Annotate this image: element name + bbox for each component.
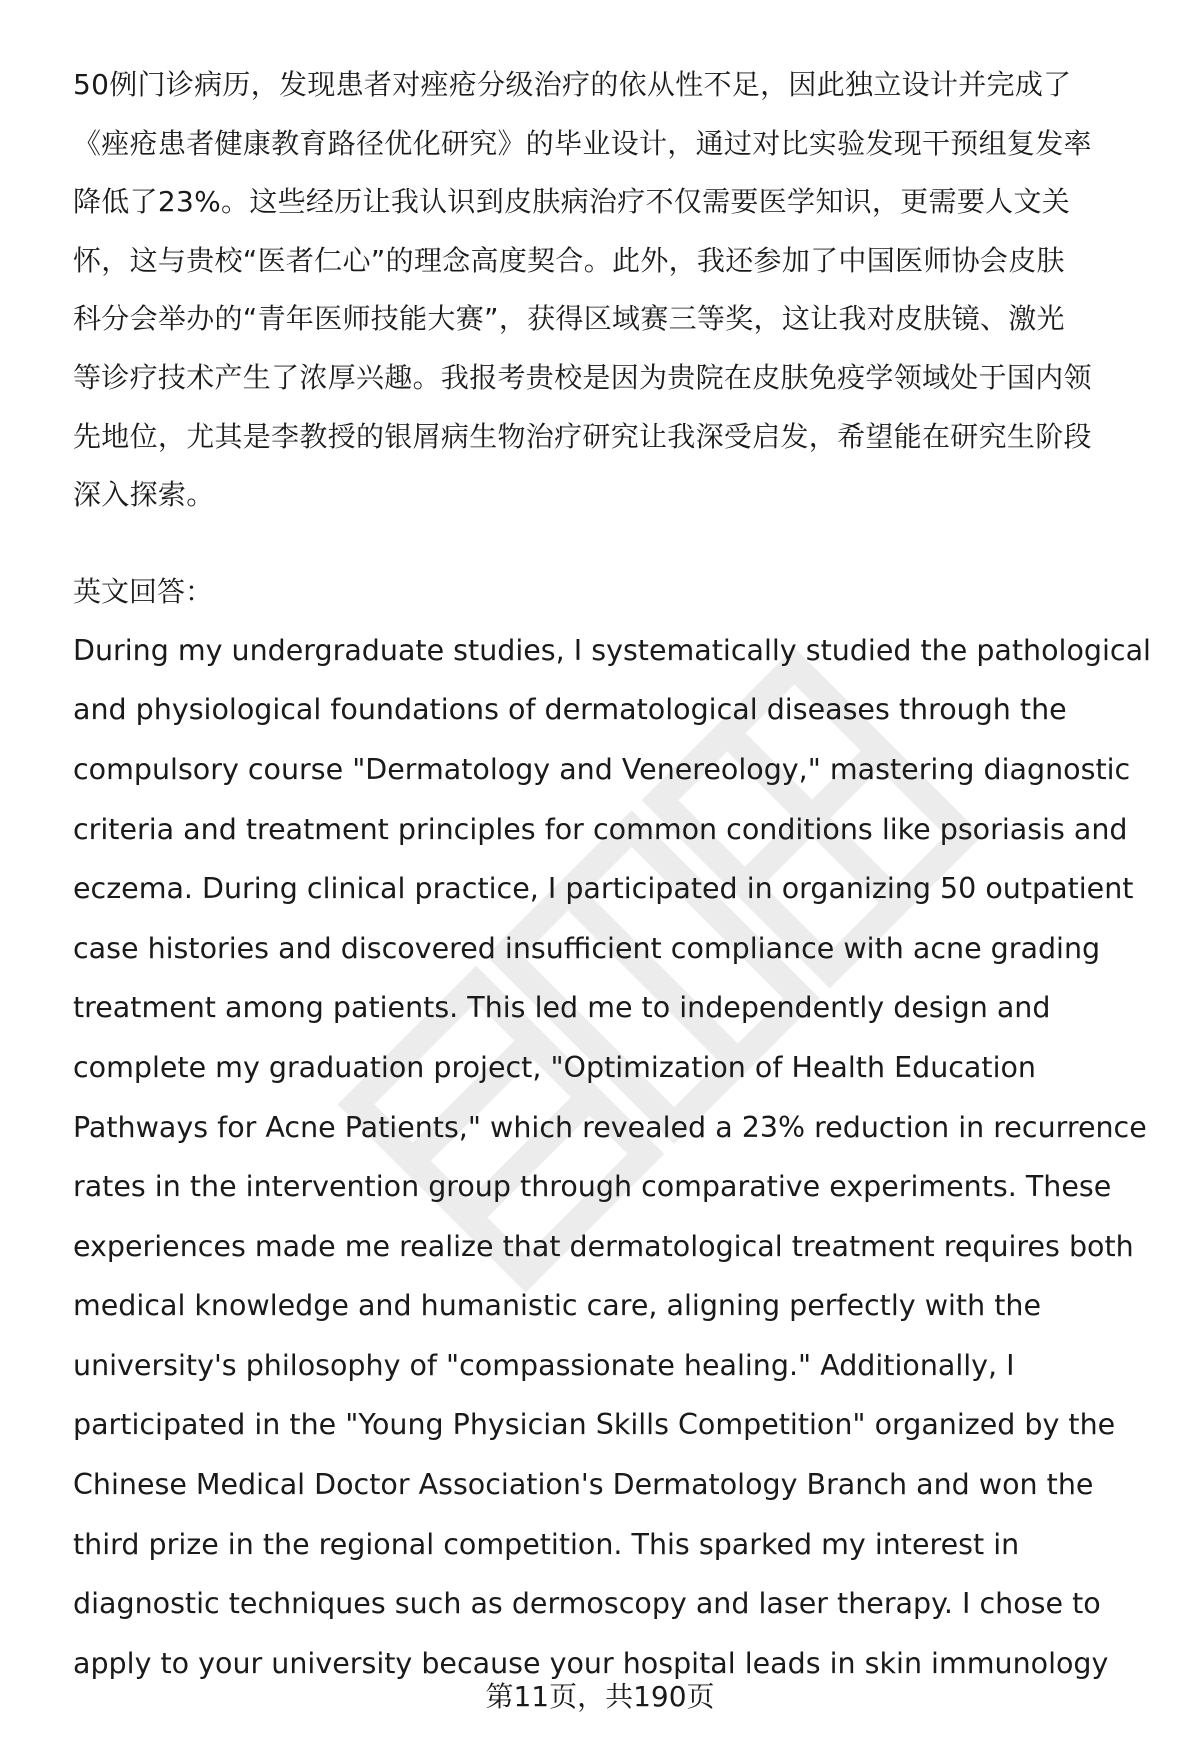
chinese-line: 怀，这与贵校“医者仁心”的理念高度契合。此外，我还参加了中国医师协会皮肤 [73, 243, 1065, 277]
english-line: case histories and discovered insufficient compliance with acne grading [73, 931, 1101, 965]
english-line: Chinese Medical Doctor Association's Dermatology Branch and won the [73, 1468, 1094, 1502]
english-line: participated in the "Young Physician Skills Competition" organized by the [73, 1408, 1116, 1442]
english-line: criteria and treatment principles for common conditions like psoriasis and [73, 812, 1128, 846]
english-line: university's philosophy of "compassionate healing." Additionally, I [73, 1348, 1015, 1382]
page-number-footer: 第11页，共190页 [485, 1680, 715, 1713]
chinese-line: 50例门诊病历，发现患者对痤疮分级治疗的依从性不足，因此独立设计并完成了 [73, 68, 1072, 101]
english-line: compulsory course "Dermatology and Venereology," mastering diagnostic [73, 752, 1131, 786]
english-line: experiences made me realize that dermatological treatment requires both [73, 1229, 1134, 1263]
chinese-line: 先地位，尤其是李教授的银屑病生物治疗研究让我深受启发，希望能在研究生阶段 [73, 419, 1092, 453]
english-paragraph [73, 621, 1153, 1694]
chinese-line: 深入探索。 [73, 478, 215, 512]
english-answer-label: 英文回答： [73, 574, 214, 608]
chinese-line: 降低了23%。这些经历让我认识到皮肤病治疗不仅需要医学知识，更需要人文关 [73, 185, 1071, 219]
english-line: eczema. During clinical practice, I participated in organizing 50 outpatient [73, 872, 1134, 906]
chinese-line: 科分会举办的“青年医师技能大赛”，获得区域赛三等奖，这让我对皮肤镜、激光 [73, 302, 1065, 336]
english-line: third prize in the regional competition. This sparked my interest in [73, 1527, 1020, 1561]
english-line: medical knowledge and humanistic care, aligning perfectly with the [73, 1289, 1041, 1323]
chinese-line: 等诊疗技术产生了浓厚兴趣。我报考贵校是因为贵院在皮肤免疫学领域处于国内领 [73, 360, 1092, 394]
chinese-line: 《痤疮患者健康教育路径优化研究》的毕业设计，通过对比实验发现干预组复发率 [73, 126, 1092, 160]
english-line: rates in the intervention group through comparative experiments. These [73, 1170, 1112, 1204]
english-line: diagnostic techniques such as dermoscopy and laser therapy. I chose to [73, 1587, 1101, 1621]
english-line: During my undergraduate studies, I systematically studied the pathological [73, 633, 1151, 667]
english-line: and physiological foundations of dermatological diseases through the [73, 693, 1067, 727]
english-line: treatment among patients. This led me to independently design and [73, 991, 1051, 1025]
english-line: complete my graduation project, "Optimization of Health Education [73, 1050, 1036, 1084]
english-line: Pathways for Acne Patients," which revealed a 23% reduction in recurrence [73, 1110, 1147, 1144]
document-page [73, 56, 1153, 1693]
chinese-paragraph [73, 56, 1153, 525]
english-line: apply to your university because your hospital leads in skin immunology [73, 1646, 1109, 1680]
